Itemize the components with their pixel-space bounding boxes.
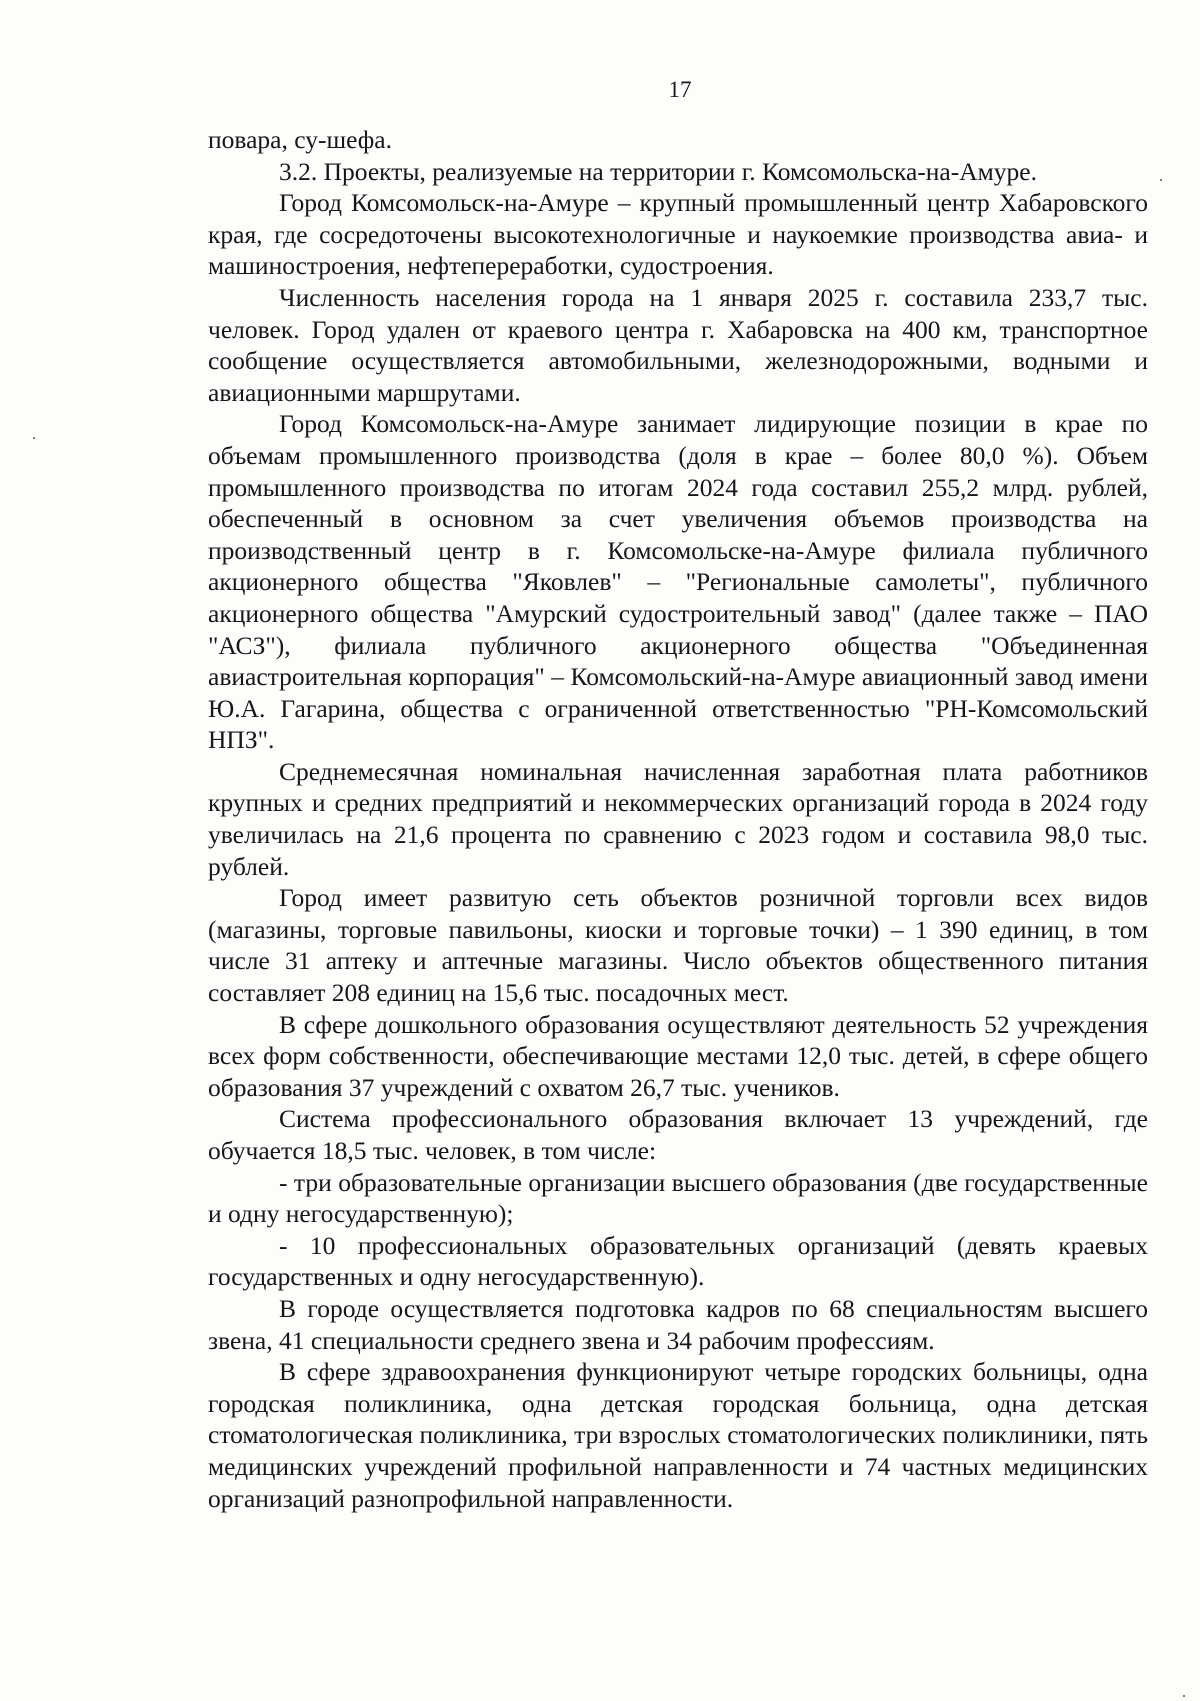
paragraph-continuation: повара, су-шефа.: [208, 125, 392, 154]
paragraph-retail: Город имеет развитую сеть объектов розничной торговли всех видов (магазины, торговые павильоны, киоски и торговые точки) – 1 390 единиц, в том числе 31 аптеку и аптечные магазины. Число объектов общественного питания составляет 208 единиц на 15,6 тыс. посадочных мест.: [208, 883, 1148, 1008]
scan-speck: [33, 437, 35, 439]
list-item-vocational-education: - 10 профессиональных образовательных организаций (девять краевых государственных и одну негосударственную).: [208, 1230, 1148, 1292]
paragraph-city-overview: Город Комсомольск-на-Амуре – крупный промышленный центр Хабаровского края, где сосредоточены высокотехнологичные и наукоемкие производства авиа- и машиностроения, нефтепереработки, судостроения.: [208, 188, 1148, 281]
paragraph-professional-education: Система профессионального образования включает 13 учреждений, где обучается 18,5 тыс. человек, в том числе:: [208, 1104, 1148, 1165]
document-body: [208, 124, 1148, 1514]
paragraph-training: В городе осуществляется подготовка кадров по 68 специальностям высшего звена, 41 специальности среднего звена и 34 рабочим профессиям.: [208, 1293, 1148, 1355]
list-item-higher-education: - три образовательные организации высшего образования (две государственные и одну негосударственную);: [208, 1167, 1148, 1229]
paragraph-population: Численность населения города на 1 января 2025 г. составила 233,7 тыс. человек. Город удален от краевого центра г. Хабаровска на 400 км, транспортное сообщение осуществляется автомобильными, железнодорожными, водными и авиационными маршрутами.: [208, 282, 1148, 407]
scan-speck: [1183, 1695, 1185, 1697]
paragraph-industry: Город Комсомольск-на-Амуре занимает лидирующие позиции в крае по объемам промышленного производства (доля в крае – более 80,0 %). Объем промышленного производства по итогам 2024 года составил 255,2 млрд. рублей, обеспеченный в основном за счет увеличения объемов производства на производственный центр в г. Комсомольске-на-Амуре филиала публичного акционерного общества "Яковлев" – "Региональные самолеты", публичного акционерного общества "Амурский судостроительный завод" (далее также – ПАО "АСЗ"), филиала публичного акционерного общества "Объединенная авиастроительная корпорация" – Комсомольский-на-Амуре авиационный завод имени Ю.А. Гагарина, общества с ограниченной ответственностью "РН-Комсомольский НПЗ".: [208, 409, 1148, 755]
page-number: 17: [668, 77, 692, 102]
scan-speck: [1160, 179, 1162, 181]
paragraph-preschool: В сфере дошкольного образования осуществляют деятельность 52 учреждения всех форм собственности, обеспечивающие местами 12,0 тыс. детей, в сфере общего образования 37 учреждений с охватом 26,7 тыс. учеников.: [208, 1009, 1148, 1102]
section-heading: 3.2. Проекты, реализуемые на территории г. Комсомольска-на-Амуре.: [279, 156, 1037, 186]
paragraph-healthcare: В сфере здравоохранения функционируют четыре городских больницы, одна городская поликлиника, одна детская городская больница, одна детская стоматологическая поликлиника, три взрослых стоматологических поликлиники, пять медицинских учреждений профильной направленности и 74 частных медицинских организаций разнопрофильной направленности.: [208, 1357, 1148, 1513]
paragraph-wages: Среднемесячная номинальная начисленная заработная плата работников крупных и средних предприятий и некоммерческих организаций города в 2024 году увеличилась на 21,6 процента по сравнению с 2023 годом и составила 98,0 тыс. рублей.: [208, 756, 1148, 881]
